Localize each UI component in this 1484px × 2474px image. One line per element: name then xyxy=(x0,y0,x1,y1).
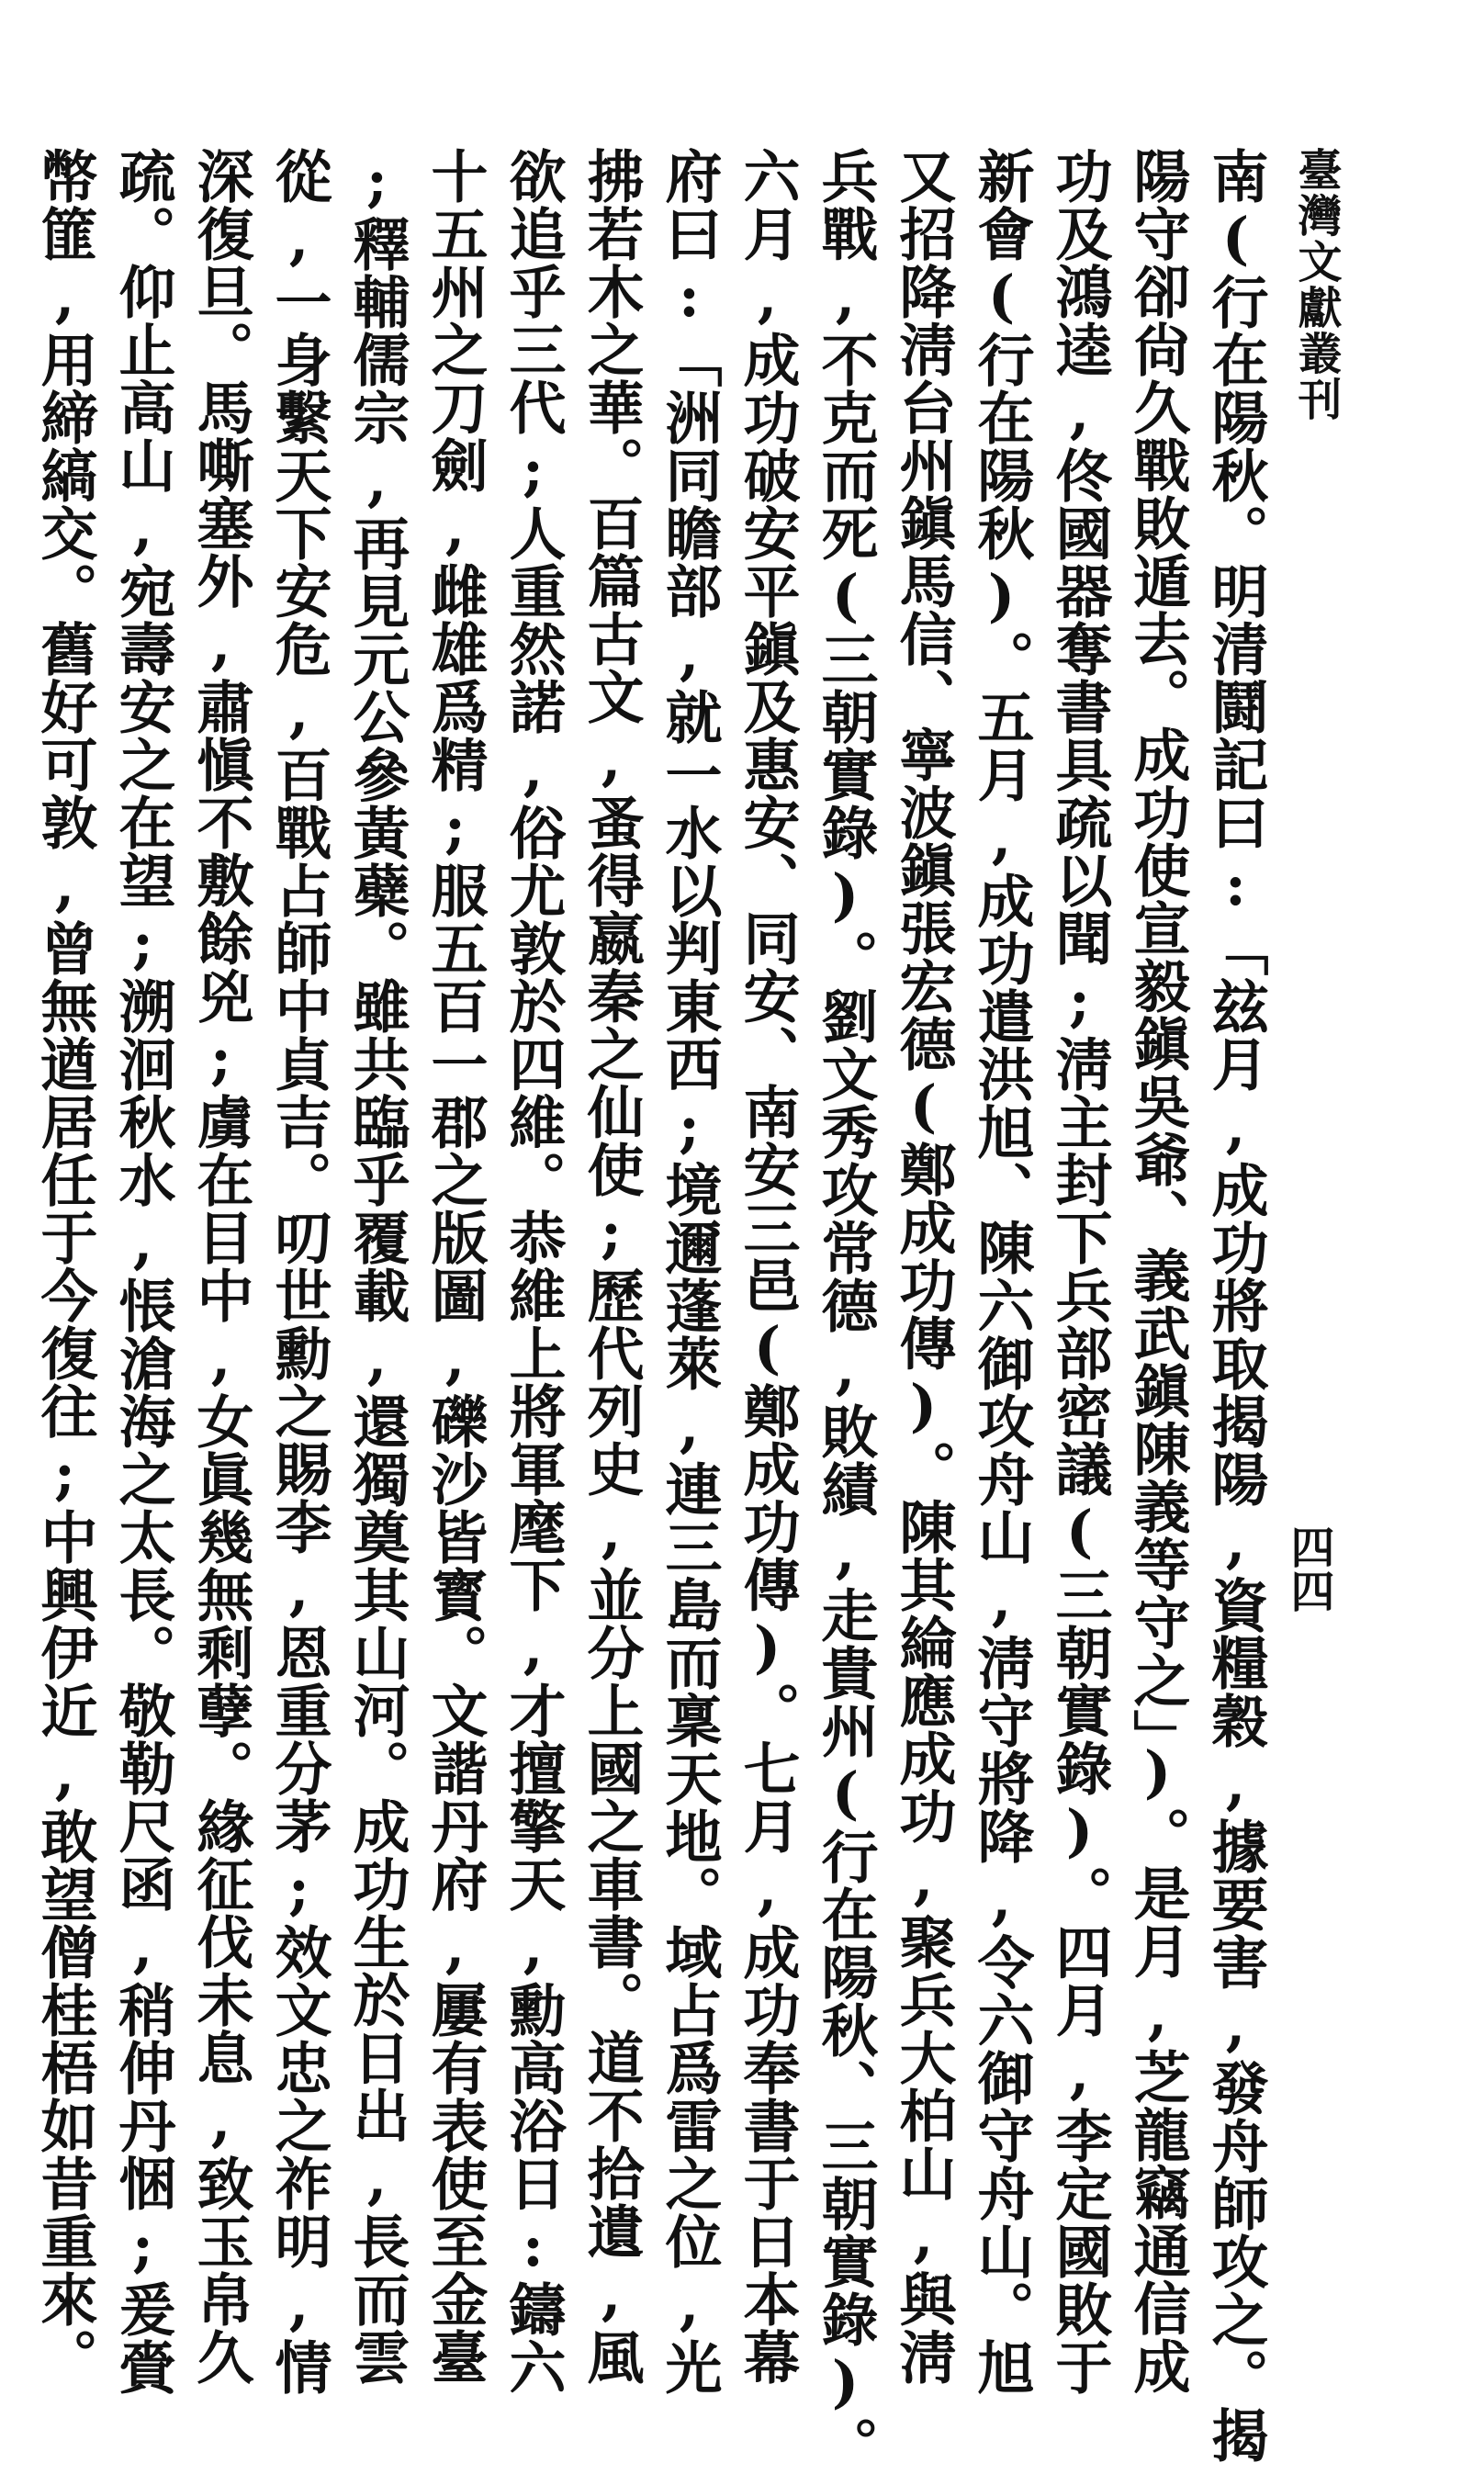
text-column-8: 府曰:「洲同瞻部,就一水以判東西;境邇蓬萊,連三島而稟天地。域占爲雷之位,光 xyxy=(656,147,723,2396)
text-column-16: 幣篚,用締縞交。舊好可敦,曾無遒居任于今復往;中興伊近,敢望僧桂梧如昔重來。 xyxy=(31,147,98,2386)
text-column-9: 拂若木之華。百篇古文,蚤得嬴秦之仙使;歷代列史,並分上國之車書。道不拾遺,風 xyxy=(578,147,645,2386)
text-column-4: 新會(行在陽秋)。五月,成功遣洪旭、陳六御攻舟山,淸守將降,令六御守舟山。旭 xyxy=(968,147,1035,2396)
text-column-12: ;釋輔儒宗,再見元公參黃蘗。雖共臨乎覆載,還獨奠其山河。成功生於日出,長而雲 xyxy=(343,147,410,2386)
text-column-2: 陽守卻尙久戰敗遁去。成功使宣毅鎭吳爺、義武鎭陳義等守之」)。是月,芝龍竊通信成 xyxy=(1124,147,1191,2395)
text-column-7: 六月,成功破安平鎭及惠安、同安、南安三邑(鄭成功傳)。七月,成功奉書于日本幕 xyxy=(734,147,801,2386)
series-title: 臺灣文獻叢刊 xyxy=(1290,147,1342,422)
text-column-13: 從,一身繫天下安危,百戰占師中貞吉。叨世勳之賜李,恩重分茅;效文忠之祚明,情 xyxy=(265,147,332,2396)
text-column-14: 深復旦。馬嘶塞外,肅愼不敷餘兇;虜在目中,女眞幾無剩孽。緣征伐未息,致玉帛久 xyxy=(187,147,254,2386)
text-column-3: 功及鴻逵,佟國器奪書具疏以聞;淸主封下兵部密議(三朝實錄)。四月,李定國敗于 xyxy=(1046,147,1113,2396)
text-column-15: 疏。仰止高山,宛壽安之在望;溯洄秋水,悵滄海之太長。敬勒尺函,稍伸丹悃;爰賫 xyxy=(109,147,176,2396)
text-column-11: 十五州之刀劍,雌雄爲精;服五百一郡之版圖,礫沙皆寳。文諧丹府,屢有表使至金臺 xyxy=(422,147,489,2386)
text-column-6: 兵戰,不克而死(三朝實錄)。劉文秀攻常德,敗績,走貴州(行在陽秋、三朝實錄)。 xyxy=(812,147,879,2474)
text-column-1: 南(行在陽秋。明清鬪記曰:「玆月,成功將取揭陽,資糧穀,據要害,發舟師攻之。揭 xyxy=(1202,147,1269,2464)
page-number: 四四 xyxy=(1283,1524,1334,1613)
text-column-5: 又招降淸台州鎭馬信、寧波鎭張宏德(鄭成功傳)。陳其綸應成功,聚兵大柏山,與淸 xyxy=(890,147,957,2386)
text-column-10: 欲追乎三代;人重然諾,俗尤敦於四維。恭維上將軍麾下,才擅擎天,勳高浴日:鑄六 xyxy=(500,147,567,2396)
body-text xyxy=(31,147,1275,2474)
